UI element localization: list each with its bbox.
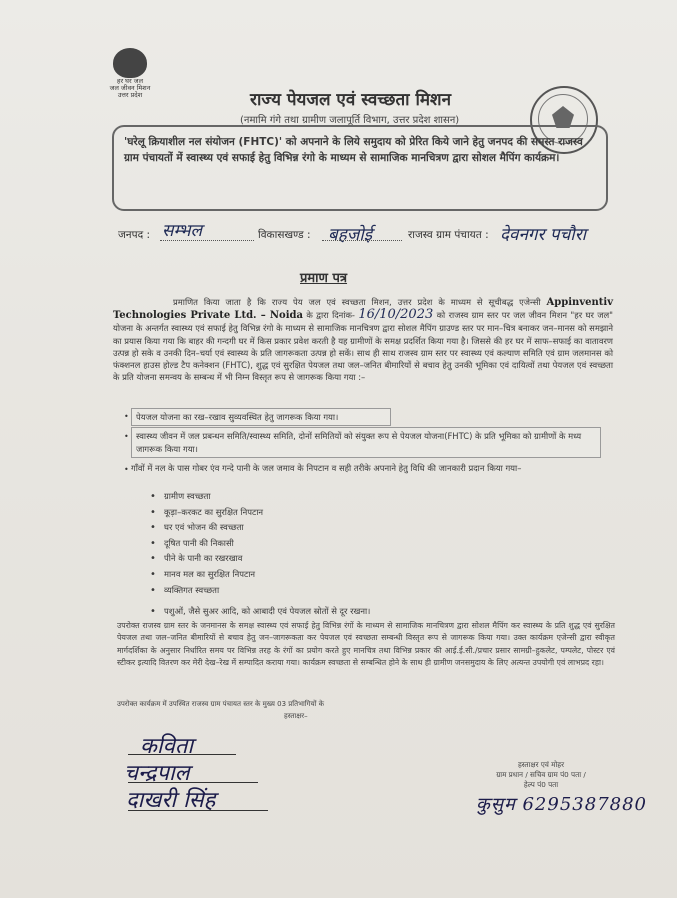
hygiene-topic-list: [150, 489, 370, 620]
district-value: सम्भल: [162, 221, 203, 241]
attendees-note: उपरोक्त कार्यक्रम में उपस्थित राजस्व ग्राम पंचायत स्तर के मुख्य 03 प्रतिभागियों के: [117, 700, 325, 708]
block-underline: [322, 240, 402, 241]
signature-3: दाखरी सिंह: [126, 788, 216, 813]
bullet-2: •: [124, 432, 129, 441]
mission-title: राज्य पेयजल एवं स्वच्छता मिशन: [250, 90, 452, 110]
p1-intro: प्रमाणित किया जाता है कि राज्य पेय जल एवं स्वच्छता मिशन, उत्तर प्रदेश के माध्यम से सूचीबद्ध एजेन्सी: [173, 297, 541, 307]
list-item: • मानव मल का सुरक्षित निपटान: [150, 567, 370, 583]
logo-left-line-2: जल जीवन मिशन: [109, 84, 151, 92]
stamp-line-2: ग्राम प्रधान / सचिव ग्राम पं0 पता /: [496, 770, 586, 779]
certificate-paragraph-1: [113, 296, 613, 383]
program-banner-text: 'घरेलू क्रियाशील नल संयोजन (FHTC)' को अपनाने के लिये समुदाय को प्रेरित किये जाने हेतु जनपद की समस्त राजस्व ग्राम पंचायतों में स्वास्थ्य एवं सफाई हेतु विभिन्न रंगो के माध्यम से सामाजिक मानचित्रण द्वारा सोशल मैपिंग कार्यक्रम।: [124, 136, 583, 164]
list-item: • व्यक्तिगत स्वच्छता: [150, 583, 370, 599]
signature-label: हस्ताक्षर–: [284, 712, 308, 720]
official-stamp-text: [486, 760, 596, 790]
signature-1: कविता: [140, 734, 194, 759]
certificate-closing-paragraph: उपरोक्त राजस्व ग्राम स्तर के जनमानस के समक्ष स्वास्थ्य एवं सफाई हेतु विभिन्न रंगों के माध्यम से सामाजिक मानचित्रण द्वारा सोशल मैपिंग कर स्वास्थ्य के प्रति शुद्ध एवं सुरक्षित पेयजल तथा जल–जनित बीमारियों से बचाव हेतु जन–जागरूकता कर पेयजल एवं स्वच्छता सम्बन्धी विस्तृत रूप से जागरूक किया गया। उक्त कार्यक्रम एजेन्सी द्वारा स्वीकृत मार्गदर्शिका के अनुसार निर्धारित समय पर विभिन्न तरह के रंगों का प्रयोग करते हुए मानचित्र तथा विभिन्न प्रकार की आई.ई.सी./प्रचार प्रसार सामग्री–हुकलेट, पम्पलेट, पोस्टर एवं स्टीकर इत्यादि वितरण कर मेरी देख–रेख में सम्पादित कराया गया। कार्यक्रम स्वच्छता से सम्बन्धित होने के साथ ही ग्रामीण जनसमुदाय के लिए अत्यन्त उपयोगी एवं लाभप्रद रहा।: [117, 621, 615, 668]
block-label: विकासखण्ड :: [258, 229, 311, 241]
mission-subtitle: (नमामि गंगे तथा ग्रामीण जलापूर्ति विभाग, उत्तर प्रदेश शासन): [240, 115, 460, 126]
logo-left-line-1: हर घर जल: [117, 77, 143, 85]
logo-left-line-3: उत्तर प्रदेश: [117, 91, 143, 99]
program-date: 16/10/2023: [358, 307, 434, 323]
agency-name: Appinventiv Technologies Private Ltd. – Noida: [113, 297, 613, 322]
har-ghar-jal-logo: [100, 48, 160, 108]
pradhan-signature: कुसुम 6295387880: [476, 794, 647, 815]
point-3-text: गाँवों में नल के पास गोबर एंव गन्दे पानी के जल जमाव के निपटान व सही तरीके अपनाने हेतु विधि की जानकारी प्रदान किया गया–: [131, 463, 522, 473]
list-item: • पशुओं, जैसे सुअर आदि, को आबादी एवं पेयजल स्रोतों से दूर रखना।: [150, 604, 370, 620]
p1-date-label: के द्वारा दिनांक-: [306, 310, 355, 321]
water-drop-icon: [113, 48, 147, 78]
list-item: • कूड़ा–करकट का सुरक्षित निपटान: [150, 505, 370, 521]
list-item: • ग्रामीण स्वच्छता: [150, 489, 370, 505]
bullet-3: •: [124, 465, 129, 474]
list-item: • पीने के पानी का रखरखाव: [150, 551, 370, 567]
village-label: राजस्व ग्राम पंचायत :: [408, 229, 489, 241]
point-box-1: पेयजल योजना का रख–रखाव सुव्यवस्थित हेतु जागरूक किया गया।: [131, 408, 391, 426]
block-value: बहजोई: [328, 225, 373, 245]
village-value: देवनगर पचौरा: [500, 225, 587, 245]
stamp-line-1: हस्ताक्षर एवं मोहर: [517, 760, 565, 769]
p1-body: को राजस्व ग्राम स्तर पर जल जीवन मिशन "हर घर जल" योजना के अन्तर्गत स्वास्थ्य एवं सफाई हेतु विभिन्न रंगो के माध्यम से सामाजिक मानचित्रण द्वारा सोशल मैपिंग ग्राउण्ड स्तर पर मान–चित्र बनाकर जन–मानस को समझाने का प्रयास किया गया कि बाहर की गन्दगी घर में किस प्रकार प्रवेश करती है यह ग्रामीणों के समक्ष प्रदर्शित किया गया है। जिससे की हर घर में साफ–सफाई का वातावरण उत्पन्न हो सके व उनकी दिन–चर्या एवं स्वास्थ्य के प्रति जागरूकता उत्पन्न हो सकें। साथ ही साथ राजस्व ग्राम स्तर पर स्वास्थ्य एवं कल्याण समिति एवं ग्राम जलमानस को फंक्शनल हाउस होल्ड टैप कनेक्शन (FHTC), शुद्ध एवं सुरक्षित पेयजल तथा जल–जनित बीमारियों से बचाव हेतु उनकी भूमिका एवं दायित्वों तथा पेयजल एवं स्वच्छता के प्रति योजना समन्वय के सम्बन्ध में भी निम्न विस्तृत रूप से जागरूक किया गया :–: [113, 310, 613, 383]
signature-2: चन्द्रपाल: [124, 761, 190, 786]
district-underline: [160, 240, 254, 241]
district-label: जनपद :: [118, 229, 151, 241]
stamp-line-3: हेल्प पं0 पता: [523, 780, 559, 789]
certificate-title: प्रमाण पत्र: [300, 271, 348, 286]
point-box-2: स्वास्थ्य जीवन में जल प्रबन्धन समिति/स्वास्थ्य समिति, दोनों समितियों को संयुक्त रूप से पेयजल योजना(FHTC) के प्रति भूमिका को ग्रामीणों के मध्य जागरूक किया गया।: [131, 427, 601, 458]
list-item: • घर एवं भोजन की स्वच्छता: [150, 520, 370, 536]
list-item: • दूषित पानी की निकासी: [150, 536, 370, 552]
bullet-1: •: [124, 412, 129, 421]
